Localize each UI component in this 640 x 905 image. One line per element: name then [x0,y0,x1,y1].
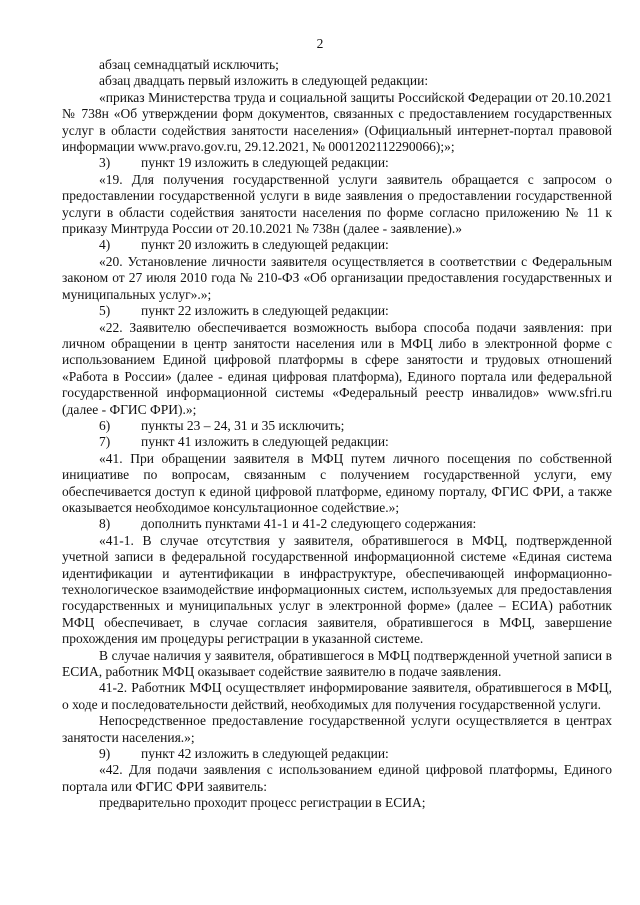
paragraph-7: «41. При обращении заявителя в МФЦ путем личного посещения по собственной инициативе по вопросам, связанным с получением государственной услуги, ему обеспечивается доступ к единой цифровой платформе, единому порталу, ФГИС ФРИ, а также оказывается необходимое консультационное содействие.»; [62,450,612,515]
paragraph-1: абзац семнадцатый исключить; [99,57,279,72]
list-item-number: 3) [99,155,111,171]
page-number: 2 [316,36,324,51]
list-item-number: 7) [99,434,111,450]
paragraph-9: В случае наличия у заявителя, обратившегося в МФЦ подтвержденной учетной записи в ЕСИА, работник МФЦ оказывает содействие заявителю в подаче заявления. [62,647,612,680]
list-item-text: пункт 19 изложить в следующей редакции: [141,155,389,171]
list-item-9 [62,746,612,762]
paragraph-5: «20. Установление личности заявителя осуществляется в соответствии с Федеральным законом от 27 июля 2010 года № 210-ФЗ «Об организации предоставления государственных и муниципальных услуг».»; [62,253,612,302]
list-item-text: пункт 42 изложить в следующей редакции: [141,746,389,762]
list-item-text: дополнить пунктами 41-1 и 41-2 следующего содержания: [141,516,477,532]
list-item-3 [62,155,612,171]
list-item-number: 8) [99,516,111,532]
list-item-text: пункт 20 изложить в следующей редакции: [141,237,389,253]
list-item-4 [62,237,612,253]
paragraph-13: предварительно проходит процесс регистрации в ЕСИА; [99,795,426,811]
list-item-8 [62,516,612,532]
list-item-number: 4) [99,237,111,253]
list-item-number: 6) [99,417,111,433]
list-item-number: 5) [99,303,111,319]
paragraph-8: «41-1. В случае отсутствия у заявителя, обратившегося в МФЦ, подтвержденной учетной записи в федеральной государственной информационной системе «Единая система идентификации и аутентификации в инфраструктуре, обеспечивающей информационно-технологическое взаимодействие информационных систем, используемых для предоставления государственных и муниципальных услуг в электронной форме» (далее – ЕСИА) работник МФЦ обеспечивает, в случае согласия заявителя, обратившегося в МФЦ, завершение прохождения им процедуры регистрации в указанной системе. [62,532,612,647]
list-item-text: пункты 23 – 24, 31 и 35 исключить; [141,417,345,433]
list-item-text: пункт 41 изложить в следующей редакции: [141,434,389,450]
paragraph-6: «22. Заявителю обеспечивается возможность выбора способа подачи заявления: при личном обращении в центр занятости населения или в МФЦ либо в электронной форме с использованием Единой цифровой платформы в сфере занятости и трудовых отношений «Работа в России» (далее - единая цифровая платформа), Единого портала или федеральной государственной информационной системы «Федеральный реестр инвалидов» www.sfri.ru (далее - ФГИС ФРИ).»; [62,319,612,417]
list-item-6 [62,418,612,434]
paragraph-11: Непосредственное предоставление государственной услуги осуществляется в центрах занятости населения.»; [62,713,612,745]
list-item-5 [62,303,612,319]
paragraph-3: «приказ Министерства труда и социальной защиты Российской Федерации от 20.10.2021 № 738н «Об утверждении форм документов, связанных с предоставлением государственных услуг в области содействия занятости населения» (Официальный интернет-портал правовой информации www.pravo.gov.ru, 29.12.2021, № 0001202112290066);»; [62,89,612,155]
paragraph-4: «19. Для получения государственной услуги заявитель обращается с запросом о предоставлении государственной услуги в виде заявления о предоставлении государственной услуги в области содействия занятости населения по форме согласно приложению № 11 к приказу Минтруда России от 20.10.2021 № 738н (далее - заявление).» [62,171,612,237]
document-body [62,57,612,812]
paragraph-10: 41-2. Работник МФЦ осуществляет информирование заявителя, обратившегося в МФЦ, о ходе и последовательности действий, необходимых для получения государственной услуги. [62,680,612,712]
paragraph-2: абзац двадцать первый изложить в следующей редакции: [99,73,429,89]
paragraph-12: «42. Для подачи заявления с использованием единой цифровой платформы, Единого портала или ФГИС ФРИ заявитель: [62,762,612,794]
list-item-7 [62,434,612,450]
list-item-text: пункт 22 изложить в следующей редакции: [141,303,389,319]
list-item-number: 9) [99,746,111,762]
